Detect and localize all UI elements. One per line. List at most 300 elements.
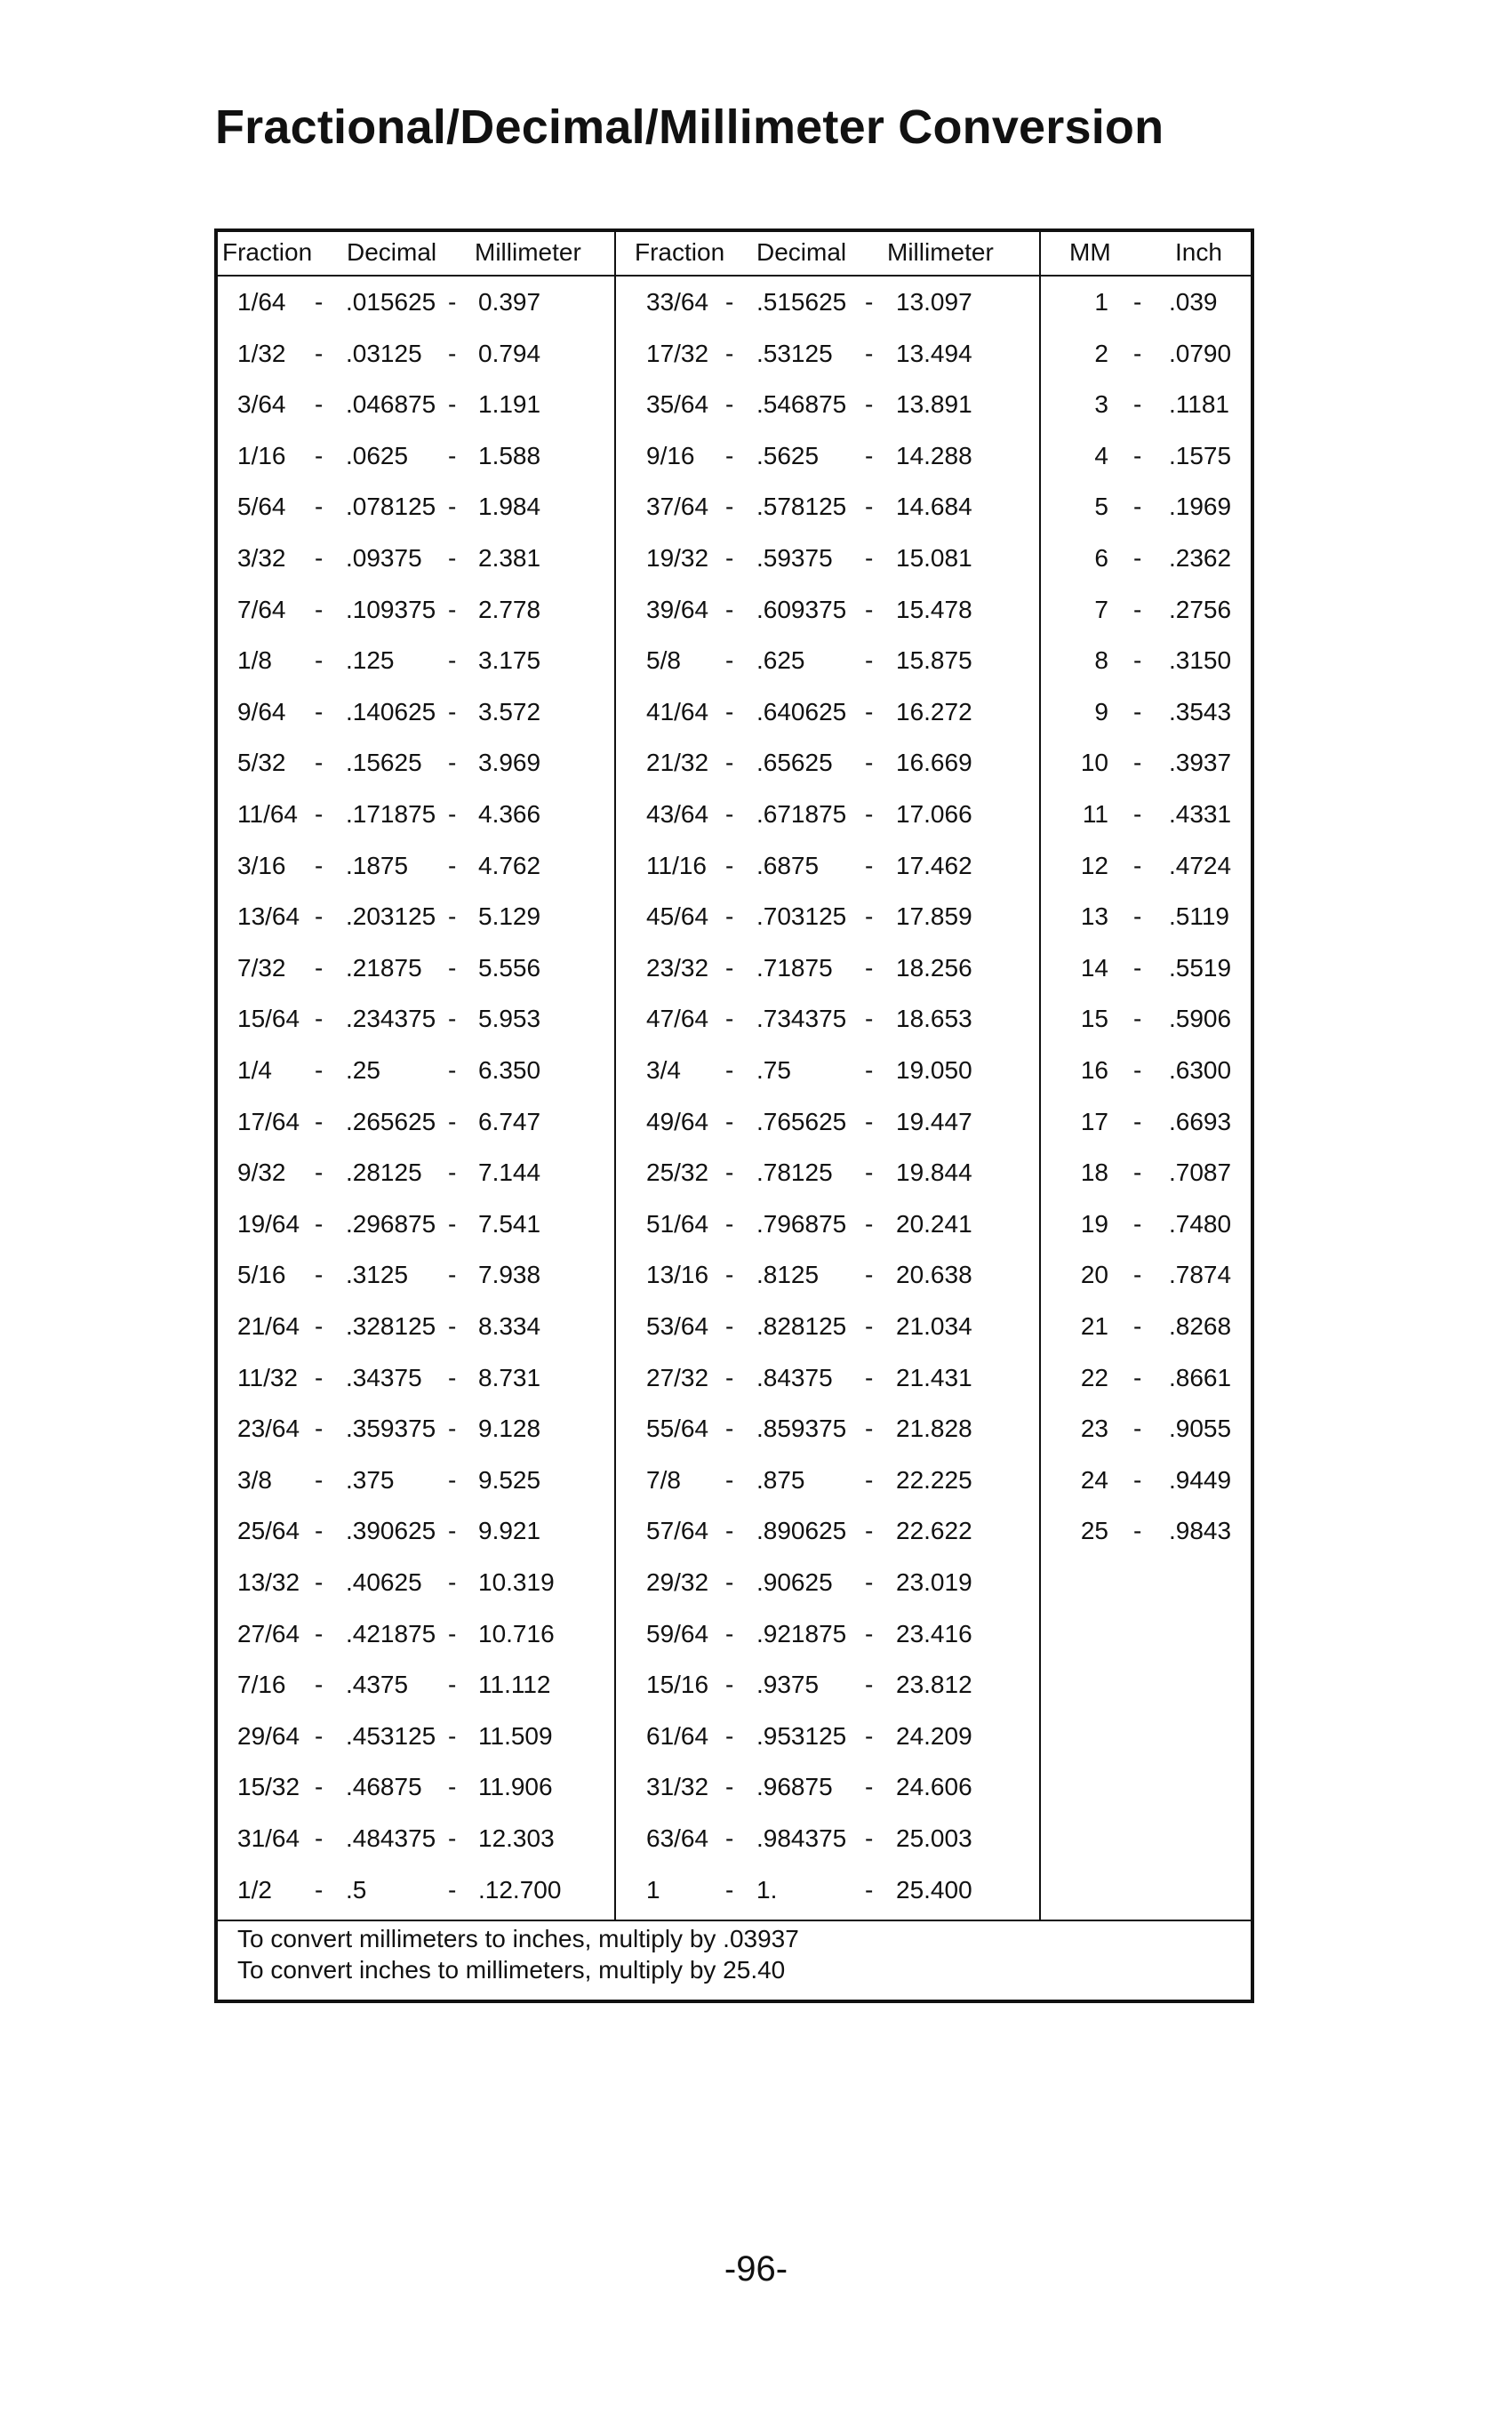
fraction-cell: 15/32 bbox=[237, 1773, 300, 1800]
inch-cell: .7087 bbox=[1169, 1158, 1232, 1186]
separator: - bbox=[1133, 1158, 1142, 1186]
decimal-cell: .828125 bbox=[756, 1312, 847, 1340]
mm-cell: 22 bbox=[1080, 1364, 1108, 1391]
separator: - bbox=[725, 1056, 734, 1084]
decimal-cell: .90625 bbox=[756, 1568, 833, 1596]
separator: - bbox=[448, 1824, 457, 1852]
separator: - bbox=[448, 1517, 457, 1544]
fraction-cell: 5/32 bbox=[237, 749, 286, 776]
separator: - bbox=[865, 646, 874, 674]
millimeter-cell: 8.334 bbox=[478, 1312, 541, 1340]
separator: - bbox=[315, 1005, 324, 1032]
fraction-cell: 11/32 bbox=[237, 1364, 298, 1391]
millimeter-cell: 6.350 bbox=[478, 1056, 541, 1084]
fraction-cell: 61/64 bbox=[646, 1722, 709, 1750]
fraction-cell: 49/64 bbox=[646, 1108, 709, 1135]
separator: - bbox=[448, 1056, 457, 1084]
inch-cell: .4724 bbox=[1169, 852, 1232, 879]
inch-cell: .1181 bbox=[1169, 390, 1229, 418]
separator: - bbox=[315, 1210, 324, 1238]
millimeter-cell: 25.400 bbox=[896, 1876, 972, 1904]
separator: - bbox=[725, 1261, 734, 1288]
fraction-cell: 29/64 bbox=[237, 1722, 300, 1750]
decimal-cell: .4375 bbox=[346, 1671, 409, 1698]
fraction-cell: 31/64 bbox=[237, 1824, 300, 1852]
millimeter-cell: 5.129 bbox=[478, 902, 541, 930]
separator: - bbox=[865, 749, 874, 776]
separator: - bbox=[865, 1568, 874, 1596]
separator: - bbox=[865, 493, 874, 520]
separator: - bbox=[315, 1722, 324, 1750]
fraction-cell: 1/2 bbox=[237, 1876, 272, 1904]
separator: - bbox=[725, 544, 734, 572]
separator: - bbox=[725, 1824, 734, 1852]
separator: - bbox=[725, 442, 734, 469]
separator: - bbox=[865, 954, 874, 982]
decimal-cell: .46875 bbox=[346, 1773, 422, 1800]
fraction-cell: 63/64 bbox=[646, 1824, 709, 1852]
separator: - bbox=[865, 544, 874, 572]
separator: - bbox=[865, 902, 874, 930]
millimeter-cell: 17.462 bbox=[896, 852, 972, 879]
mm-cell: 16 bbox=[1080, 1056, 1108, 1084]
separator: - bbox=[1133, 1261, 1142, 1288]
millimeter-cell: 9.921 bbox=[478, 1517, 541, 1544]
separator: - bbox=[725, 1415, 734, 1442]
millimeter-cell: 17.066 bbox=[896, 800, 972, 828]
separator: - bbox=[315, 390, 324, 418]
fraction-cell: 1 bbox=[646, 1876, 660, 1904]
mm-cell: 20 bbox=[1080, 1261, 1108, 1288]
separator: - bbox=[1133, 1415, 1142, 1442]
mm-cell: 23 bbox=[1080, 1415, 1108, 1442]
decimal-cell: .515625 bbox=[756, 288, 847, 316]
separator: - bbox=[448, 1108, 457, 1135]
separator: - bbox=[1133, 749, 1142, 776]
inch-cell: .3150 bbox=[1169, 646, 1232, 674]
decimal-cell: .296875 bbox=[346, 1210, 436, 1238]
millimeter-cell: 8.731 bbox=[478, 1364, 541, 1391]
mm-cell: 17 bbox=[1080, 1108, 1108, 1135]
mm-cell: 11 bbox=[1082, 800, 1108, 828]
decimal-cell: .0625 bbox=[346, 442, 409, 469]
separator: - bbox=[1133, 442, 1142, 469]
fraction-cell: 3/32 bbox=[237, 544, 286, 572]
separator: - bbox=[1133, 954, 1142, 982]
separator: - bbox=[725, 749, 734, 776]
separator: - bbox=[315, 1364, 324, 1391]
fraction-cell: 3/4 bbox=[646, 1056, 681, 1084]
separator: - bbox=[315, 1517, 324, 1544]
fraction-cell: 55/64 bbox=[646, 1415, 709, 1442]
separator: - bbox=[1133, 288, 1142, 316]
separator: - bbox=[865, 1108, 874, 1135]
footer-divider bbox=[218, 1920, 1251, 1921]
fraction-cell: 1/64 bbox=[237, 288, 286, 316]
separator: - bbox=[725, 954, 734, 982]
millimeter-cell: 16.272 bbox=[896, 698, 972, 726]
separator: - bbox=[315, 1108, 324, 1135]
separator: - bbox=[865, 698, 874, 726]
separator: - bbox=[315, 1773, 324, 1800]
separator: - bbox=[1133, 646, 1142, 674]
separator: - bbox=[315, 544, 324, 572]
separator: - bbox=[315, 646, 324, 674]
fraction-cell: 3/8 bbox=[237, 1466, 272, 1494]
millimeter-cell: 7.541 bbox=[478, 1210, 541, 1238]
inch-cell: .1969 bbox=[1169, 493, 1232, 520]
decimal-cell: .703125 bbox=[756, 902, 847, 930]
decimal-cell: .234375 bbox=[346, 1005, 436, 1032]
header-millimeter: Millimeter bbox=[475, 238, 581, 266]
millimeter-cell: 4.366 bbox=[478, 800, 541, 828]
separator: - bbox=[315, 1312, 324, 1340]
decimal-cell: .890625 bbox=[756, 1517, 847, 1544]
fraction-cell: 5/64 bbox=[237, 493, 286, 520]
fraction-cell: 51/64 bbox=[646, 1210, 709, 1238]
fraction-cell: 19/32 bbox=[646, 544, 709, 572]
header-fraction-2: Fraction bbox=[635, 238, 725, 266]
decimal-cell: .34375 bbox=[346, 1364, 422, 1391]
separator: - bbox=[315, 596, 324, 623]
separator: - bbox=[1133, 852, 1142, 879]
note-inch-to-mm: To convert inches to millimeters, multiply by 25.40 bbox=[237, 1956, 786, 1984]
fraction-cell: 25/64 bbox=[237, 1517, 300, 1544]
mm-cell: 25 bbox=[1080, 1517, 1108, 1544]
decimal-cell: .875 bbox=[756, 1466, 805, 1494]
separator: - bbox=[315, 288, 324, 316]
separator: - bbox=[865, 1364, 874, 1391]
separator: - bbox=[1133, 1210, 1142, 1238]
fraction-cell: 21/64 bbox=[237, 1312, 300, 1340]
fraction-cell: 9/32 bbox=[237, 1158, 286, 1186]
separator: - bbox=[448, 954, 457, 982]
fraction-cell: 33/64 bbox=[646, 288, 709, 316]
millimeter-cell: 15.478 bbox=[896, 596, 972, 623]
separator: - bbox=[1133, 1005, 1142, 1032]
inch-cell: .4331 bbox=[1169, 800, 1232, 828]
millimeter-cell: 10.319 bbox=[478, 1568, 555, 1596]
separator: - bbox=[448, 1261, 457, 1288]
millimeter-cell: 18.256 bbox=[896, 954, 972, 982]
decimal-cell: .9375 bbox=[756, 1671, 820, 1698]
decimal-cell: .09375 bbox=[346, 544, 422, 572]
separator: - bbox=[725, 1568, 734, 1596]
millimeter-cell: 23.812 bbox=[896, 1671, 972, 1698]
decimal-cell: .859375 bbox=[756, 1415, 847, 1442]
separator: - bbox=[725, 390, 734, 418]
mm-cell: 10 bbox=[1080, 749, 1108, 776]
fraction-cell: 23/32 bbox=[646, 954, 709, 982]
decimal-cell: .265625 bbox=[346, 1108, 436, 1135]
fraction-cell: 39/64 bbox=[646, 596, 709, 623]
fraction-cell: 21/32 bbox=[646, 749, 709, 776]
fraction-cell: 1/4 bbox=[237, 1056, 272, 1084]
millimeter-cell: 21.034 bbox=[896, 1312, 972, 1340]
fraction-cell: 45/64 bbox=[646, 902, 709, 930]
millimeter-cell: 13.494 bbox=[896, 340, 972, 367]
mm-cell: 15 bbox=[1080, 1005, 1108, 1032]
separator: - bbox=[315, 1415, 324, 1442]
decimal-cell: .328125 bbox=[346, 1312, 436, 1340]
millimeter-cell: 14.288 bbox=[896, 442, 972, 469]
millimeter-cell: 21.431 bbox=[896, 1364, 972, 1391]
decimal-cell: .53125 bbox=[756, 340, 833, 367]
separator: - bbox=[315, 749, 324, 776]
separator: - bbox=[448, 1158, 457, 1186]
separator: - bbox=[315, 1056, 324, 1084]
separator: - bbox=[448, 340, 457, 367]
decimal-cell: .125 bbox=[346, 646, 395, 674]
separator: - bbox=[315, 340, 324, 367]
mm-cell: 13 bbox=[1080, 902, 1108, 930]
separator: - bbox=[865, 1005, 874, 1032]
separator: - bbox=[315, 800, 324, 828]
millimeter-cell: 3.572 bbox=[478, 698, 541, 726]
separator: - bbox=[865, 442, 874, 469]
decimal-cell: .640625 bbox=[756, 698, 847, 726]
separator: - bbox=[1133, 1364, 1142, 1391]
decimal-cell: .171875 bbox=[346, 800, 436, 828]
fraction-cell: 17/32 bbox=[646, 340, 709, 367]
separator: - bbox=[315, 1158, 324, 1186]
fraction-cell: 37/64 bbox=[646, 493, 709, 520]
separator: - bbox=[865, 1261, 874, 1288]
millimeter-cell: 15.081 bbox=[896, 544, 972, 572]
decimal-cell: .84375 bbox=[756, 1364, 833, 1391]
millimeter-cell: 0.794 bbox=[478, 340, 541, 367]
header-decimal: Decimal bbox=[347, 238, 437, 266]
fraction-cell: 15/64 bbox=[237, 1005, 300, 1032]
fraction-cell: 17/64 bbox=[237, 1108, 300, 1135]
fraction-cell: 13/32 bbox=[237, 1568, 300, 1596]
separator: - bbox=[1133, 493, 1142, 520]
decimal-cell: .1875 bbox=[346, 852, 409, 879]
fraction-cell: 11/64 bbox=[237, 800, 298, 828]
millimeter-cell: 13.891 bbox=[896, 390, 972, 418]
separator: - bbox=[725, 1876, 734, 1904]
decimal-cell: .40625 bbox=[346, 1568, 422, 1596]
inch-cell: .5119 bbox=[1169, 902, 1229, 930]
fraction-cell: 7/64 bbox=[237, 596, 286, 623]
fraction-cell: 1/16 bbox=[237, 442, 286, 469]
fraction-cell: 27/64 bbox=[237, 1620, 300, 1647]
separator: - bbox=[725, 852, 734, 879]
millimeter-cell: 20.241 bbox=[896, 1210, 972, 1238]
separator: - bbox=[448, 1312, 457, 1340]
decimal-cell: .15625 bbox=[346, 749, 422, 776]
decimal-cell: .8125 bbox=[756, 1261, 820, 1288]
mm-cell: 6 bbox=[1094, 544, 1108, 572]
separator: - bbox=[725, 902, 734, 930]
header-decimal-2: Decimal bbox=[756, 238, 847, 266]
millimeter-cell: 17.859 bbox=[896, 902, 972, 930]
separator: - bbox=[1133, 544, 1142, 572]
separator: - bbox=[865, 1722, 874, 1750]
millimeter-cell: .12.700 bbox=[478, 1876, 562, 1904]
millimeter-cell: 1.191 bbox=[478, 390, 541, 418]
millimeter-cell: 0.397 bbox=[478, 288, 541, 316]
mm-cell: 21 bbox=[1080, 1312, 1108, 1340]
inch-cell: .6693 bbox=[1169, 1108, 1232, 1135]
separator: - bbox=[1133, 1312, 1142, 1340]
fraction-cell: 15/16 bbox=[646, 1671, 709, 1698]
separator: - bbox=[1133, 1056, 1142, 1084]
fraction-cell: 19/64 bbox=[237, 1210, 300, 1238]
mm-cell: 4 bbox=[1094, 442, 1108, 469]
fraction-cell: 35/64 bbox=[646, 390, 709, 418]
decimal-cell: .921875 bbox=[756, 1620, 847, 1647]
mm-cell: 14 bbox=[1080, 954, 1108, 982]
separator: - bbox=[448, 1005, 457, 1032]
separator: - bbox=[315, 902, 324, 930]
millimeter-cell: 3.969 bbox=[478, 749, 541, 776]
separator: - bbox=[448, 288, 457, 316]
millimeter-cell: 3.175 bbox=[478, 646, 541, 674]
fraction-cell: 31/32 bbox=[646, 1773, 709, 1800]
separator: - bbox=[448, 1876, 457, 1904]
separator: - bbox=[448, 1773, 457, 1800]
decimal-cell: .359375 bbox=[346, 1415, 436, 1442]
mm-cell: 18 bbox=[1080, 1158, 1108, 1186]
separator: - bbox=[725, 1312, 734, 1340]
separator: - bbox=[865, 1056, 874, 1084]
mm-cell: 24 bbox=[1080, 1466, 1108, 1494]
separator: - bbox=[865, 1415, 874, 1442]
separator: - bbox=[448, 902, 457, 930]
fraction-cell: 7/32 bbox=[237, 954, 286, 982]
fraction-cell: 13/16 bbox=[646, 1261, 709, 1288]
separator: - bbox=[1133, 340, 1142, 367]
header-millimeter-2: Millimeter bbox=[887, 238, 994, 266]
decimal-cell: .078125 bbox=[346, 493, 436, 520]
separator: - bbox=[865, 1773, 874, 1800]
separator: - bbox=[448, 544, 457, 572]
separator: - bbox=[865, 1671, 874, 1698]
fraction-cell: 3/64 bbox=[237, 390, 286, 418]
millimeter-cell: 25.003 bbox=[896, 1824, 972, 1852]
decimal-cell: .78125 bbox=[756, 1158, 833, 1186]
separator: - bbox=[448, 1671, 457, 1698]
separator: - bbox=[725, 288, 734, 316]
separator: - bbox=[448, 1722, 457, 1750]
separator: - bbox=[1133, 1517, 1142, 1544]
decimal-cell: .796875 bbox=[756, 1210, 847, 1238]
decimal-cell: .609375 bbox=[756, 596, 847, 623]
millimeter-cell: 1.984 bbox=[478, 493, 541, 520]
separator: - bbox=[448, 852, 457, 879]
inch-cell: .9843 bbox=[1169, 1517, 1232, 1544]
millimeter-cell: 1.588 bbox=[478, 442, 541, 469]
millimeter-cell: 23.416 bbox=[896, 1620, 972, 1647]
decimal-cell: .578125 bbox=[756, 493, 847, 520]
separator: - bbox=[315, 442, 324, 469]
decimal-cell: .3125 bbox=[346, 1261, 409, 1288]
header-fraction: Fraction bbox=[222, 238, 313, 266]
inch-cell: .6300 bbox=[1169, 1056, 1232, 1084]
millimeter-cell: 24.606 bbox=[896, 1773, 972, 1800]
separator: - bbox=[865, 1158, 874, 1186]
page-title: Fractional/Decimal/Millimeter Conversion bbox=[215, 100, 1164, 154]
fraction-cell: 29/32 bbox=[646, 1568, 709, 1596]
separator: - bbox=[725, 1364, 734, 1391]
decimal-cell: .734375 bbox=[756, 1005, 847, 1032]
separator: - bbox=[865, 596, 874, 623]
millimeter-cell: 6.747 bbox=[478, 1108, 541, 1135]
millimeter-cell: 19.050 bbox=[896, 1056, 972, 1084]
separator: - bbox=[315, 698, 324, 726]
separator: - bbox=[865, 1517, 874, 1544]
decimal-cell: .28125 bbox=[346, 1158, 422, 1186]
millimeter-cell: 24.209 bbox=[896, 1722, 972, 1750]
millimeter-cell: 11.906 bbox=[478, 1773, 553, 1800]
header-divider bbox=[218, 275, 1251, 277]
separator: - bbox=[315, 852, 324, 879]
millimeter-cell: 7.144 bbox=[478, 1158, 541, 1186]
fraction-cell: 47/64 bbox=[646, 1005, 709, 1032]
fraction-cell: 23/64 bbox=[237, 1415, 300, 1442]
separator: - bbox=[448, 646, 457, 674]
fraction-cell: 43/64 bbox=[646, 800, 709, 828]
inch-cell: .3543 bbox=[1169, 698, 1232, 726]
millimeter-cell: 2.778 bbox=[478, 596, 541, 623]
separator: - bbox=[865, 1824, 874, 1852]
decimal-cell: .984375 bbox=[756, 1824, 847, 1852]
millimeter-cell: 2.381 bbox=[478, 544, 541, 572]
fraction-cell: 53/64 bbox=[646, 1312, 709, 1340]
header-inch: Inch bbox=[1175, 238, 1222, 266]
page-number: -96- bbox=[724, 2249, 788, 2289]
mm-cell: 5 bbox=[1094, 493, 1108, 520]
separator: - bbox=[448, 442, 457, 469]
decimal-cell: .25 bbox=[346, 1056, 380, 1084]
separator: - bbox=[725, 1158, 734, 1186]
decimal-cell: .046875 bbox=[346, 390, 436, 418]
fraction-cell: 41/64 bbox=[646, 698, 709, 726]
separator: - bbox=[865, 390, 874, 418]
fraction-cell: 7/16 bbox=[237, 1671, 286, 1698]
separator: - bbox=[725, 1517, 734, 1544]
mm-cell: 7 bbox=[1094, 596, 1108, 623]
decimal-cell: .75 bbox=[756, 1056, 791, 1084]
separator: - bbox=[725, 1210, 734, 1238]
decimal-cell: .421875 bbox=[346, 1620, 436, 1647]
separator: - bbox=[315, 1261, 324, 1288]
separator: - bbox=[725, 800, 734, 828]
separator: - bbox=[725, 1108, 734, 1135]
separator: - bbox=[448, 1415, 457, 1442]
inch-cell: .0790 bbox=[1169, 340, 1232, 367]
separator: - bbox=[865, 1466, 874, 1494]
millimeter-cell: 9.128 bbox=[478, 1415, 541, 1442]
decimal-cell: .5 bbox=[346, 1876, 367, 1904]
separator: - bbox=[725, 1466, 734, 1494]
millimeter-cell: 5.953 bbox=[478, 1005, 541, 1032]
millimeter-cell: 12.303 bbox=[478, 1824, 555, 1852]
separator: - bbox=[865, 852, 874, 879]
decimal-cell: .484375 bbox=[346, 1824, 436, 1852]
millimeter-cell: 23.019 bbox=[896, 1568, 972, 1596]
inch-cell: .2756 bbox=[1169, 596, 1232, 623]
millimeter-cell: 19.447 bbox=[896, 1108, 972, 1135]
mm-cell: 3 bbox=[1094, 390, 1108, 418]
mm-cell: 1 bbox=[1094, 288, 1108, 316]
millimeter-cell: 4.762 bbox=[478, 852, 541, 879]
separator: - bbox=[448, 1620, 457, 1647]
separator: - bbox=[725, 1722, 734, 1750]
decimal-cell: .375 bbox=[346, 1466, 395, 1494]
separator: - bbox=[448, 493, 457, 520]
